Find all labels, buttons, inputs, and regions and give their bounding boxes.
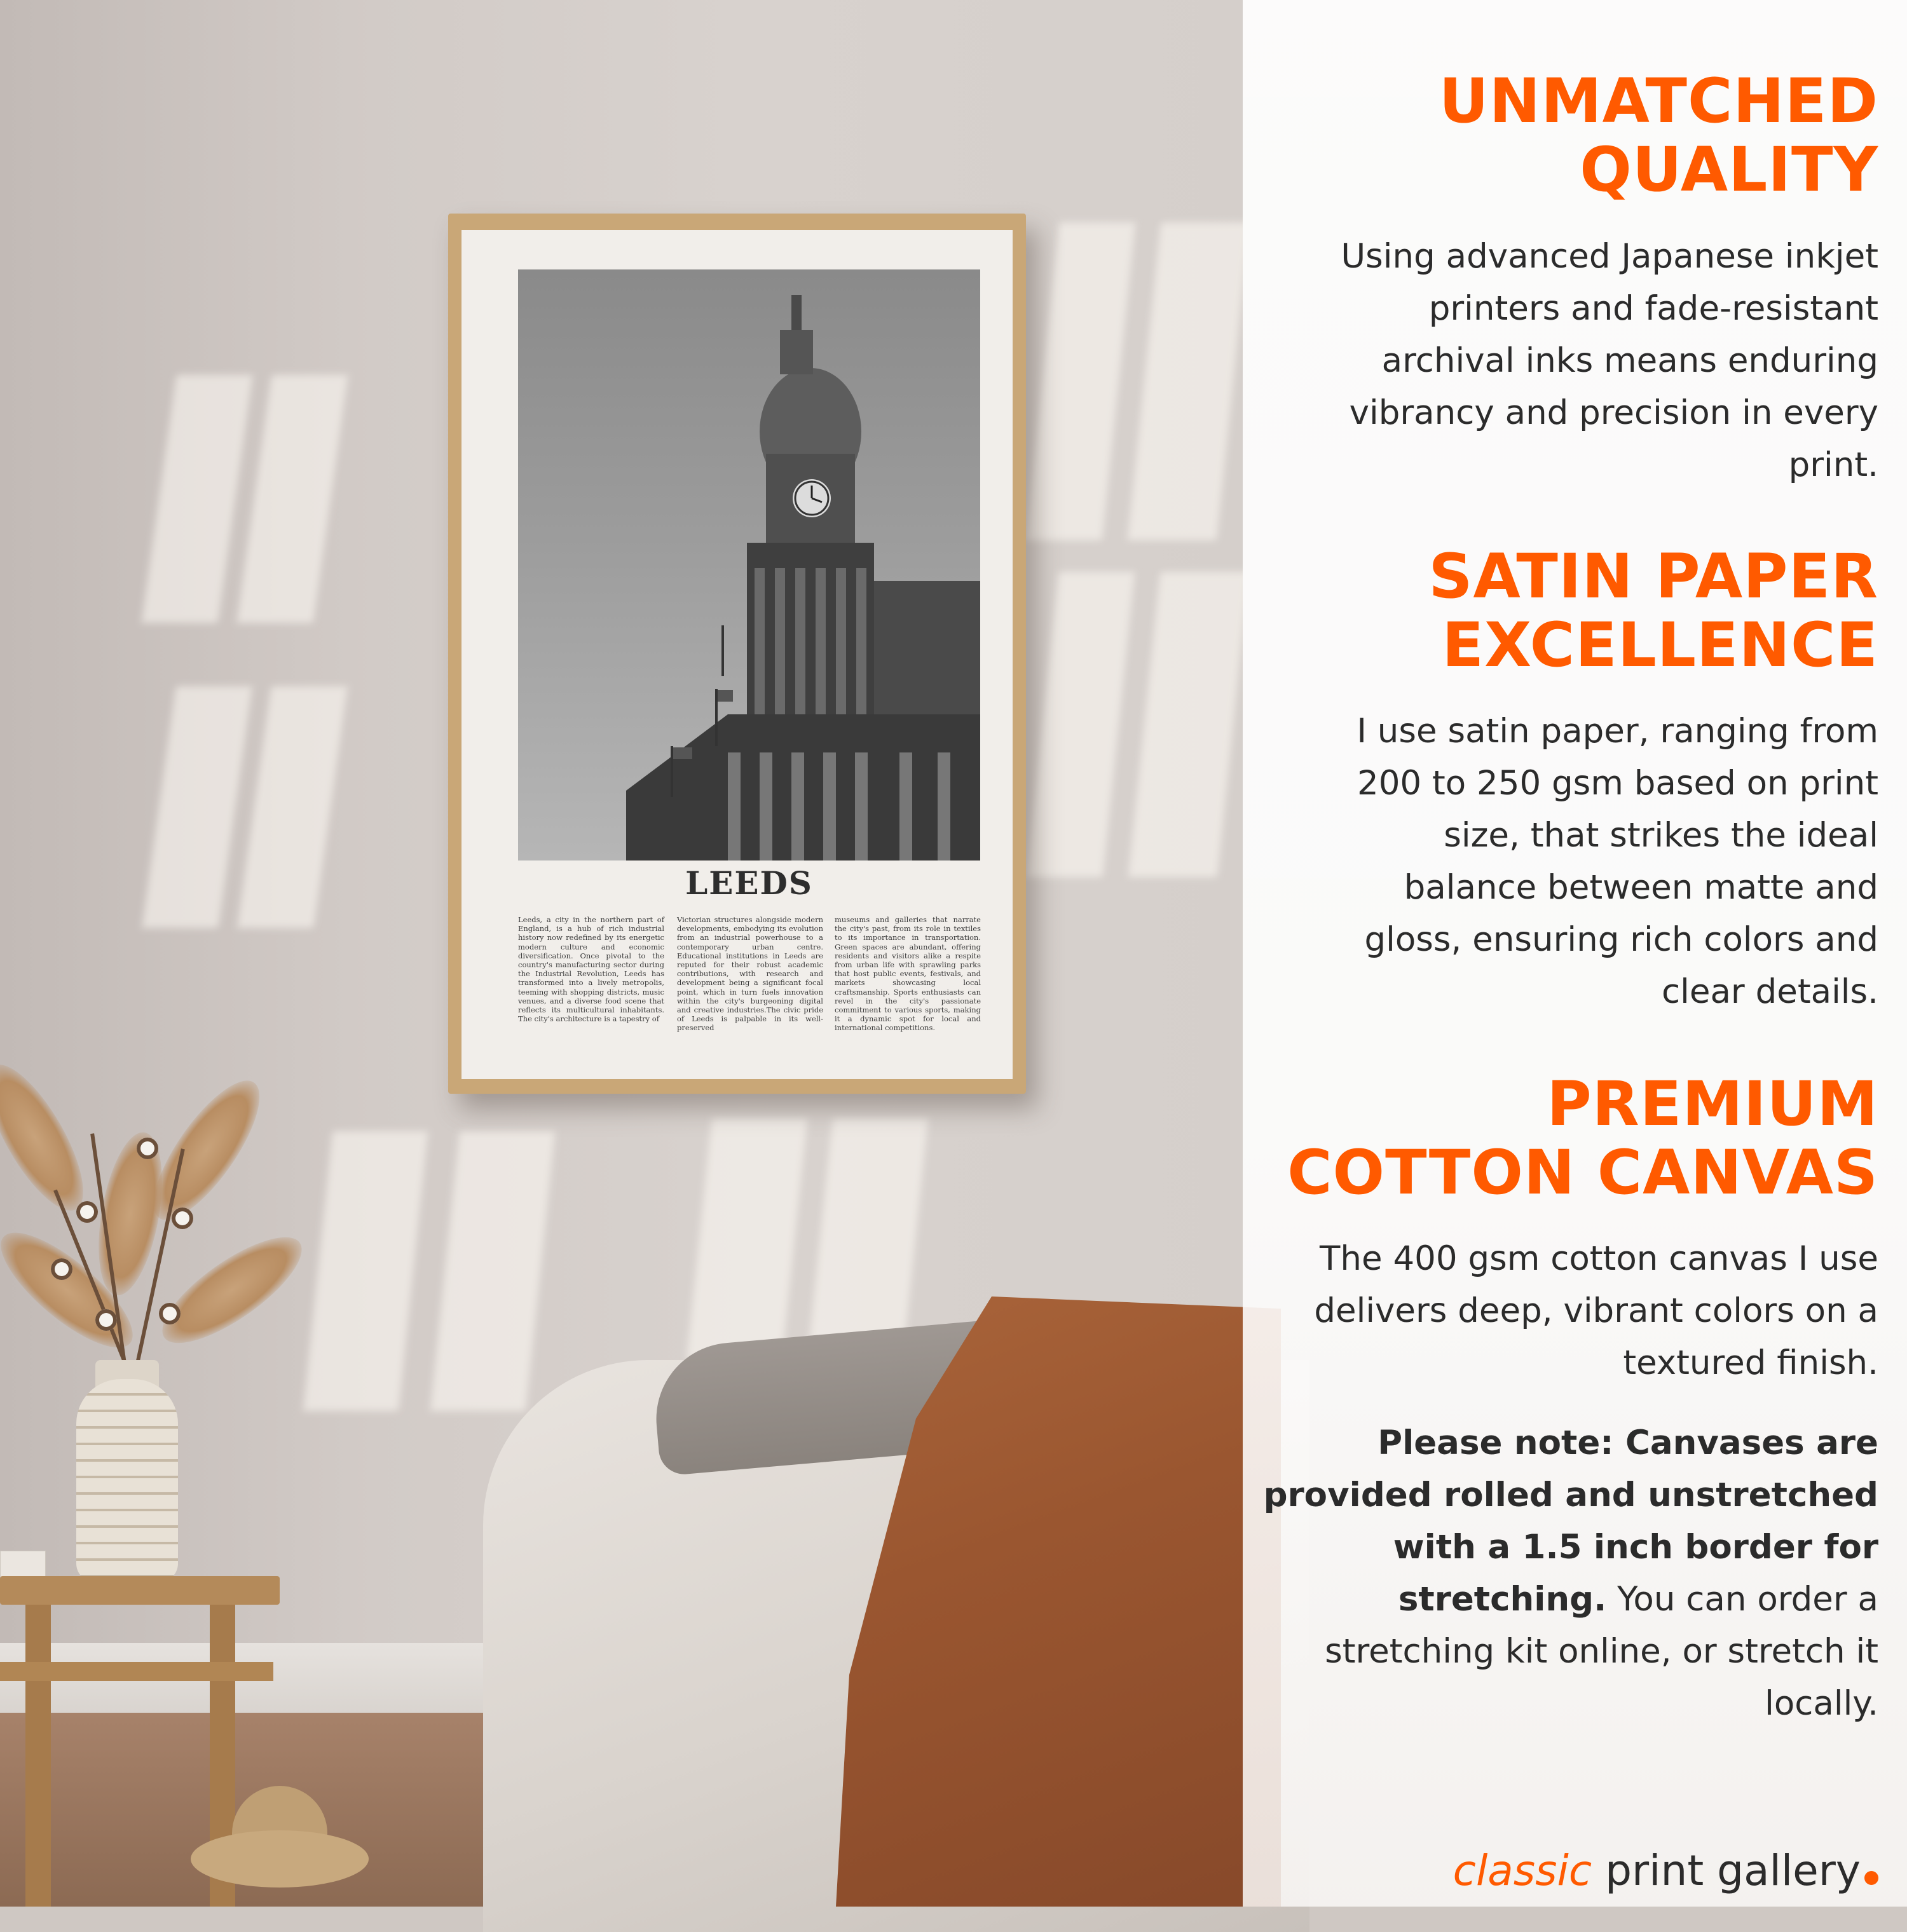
poster-text-column: museums and galleries that narrate the city's past, from its role in textiles to its importance in transportation. Green spaces are abundant, offering residents and visitors alike a respite from urban life with sprawling parks that host public events, festivals, and markets showcasing local craftsmanship. Sports enthusiasts can revel in the city's passionate commitment to various sports, making it a dynamic spot for local and international competitions. <box>835 915 981 1033</box>
heading-satin-paper-excellence <box>1243 542 1878 679</box>
paragraph-line: gloss, ensuring rich colors and <box>1364 920 1878 959</box>
heading-line: SATIN PAPER <box>1428 541 1878 612</box>
paragraph-line: balance between matte and <box>1404 868 1878 907</box>
cotton-flower <box>95 1309 117 1331</box>
brand-accent-word: classic <box>1452 1846 1592 1895</box>
note-line <box>1255 1417 1878 1469</box>
brand-logo <box>1243 1846 1878 1895</box>
sunlight-patch <box>1128 572 1243 877</box>
straw-hat-brim <box>191 1830 369 1888</box>
note-line: locally. <box>1765 1684 1878 1723</box>
canvas-paragraph <box>1255 1233 1878 1389</box>
heading-line: PREMIUM <box>1547 1068 1878 1139</box>
sunlight-patch <box>237 686 347 928</box>
poster-title: LEEDS <box>685 864 813 902</box>
note-line <box>1255 1574 1878 1626</box>
sunlight-patch <box>1027 572 1135 877</box>
sunlight-patch <box>303 1131 428 1411</box>
brand-rest-words: print gallery <box>1592 1846 1861 1895</box>
heading-premium-cotton-canvas <box>1243 1070 1878 1207</box>
side-table-top <box>0 1576 280 1605</box>
sunlight-patch <box>142 375 253 623</box>
sunlight-patch <box>237 375 348 623</box>
cotton-flower <box>51 1258 72 1280</box>
cotton-flower <box>137 1138 158 1159</box>
sunlight-patch <box>430 1131 555 1411</box>
paragraph-line: The 400 gsm cotton canvas I use <box>1320 1239 1878 1278</box>
note-bold-text: Please note: Canvases are <box>1377 1424 1878 1462</box>
sunlight-patch <box>807 1119 928 1360</box>
sunlight-patch <box>1026 222 1136 540</box>
heading-line: EXCELLENCE <box>1442 609 1878 681</box>
paragraph-line: archival inks means enduring <box>1381 341 1878 380</box>
note-regular-text: You can order a <box>1606 1580 1878 1619</box>
canvas-note <box>1255 1417 1878 1730</box>
paragraph-line: size, that strikes the ideal <box>1444 816 1878 855</box>
poster-text-column: Victorian structures alongside modern developments, embodying its evolution from an industrial powerhouse to a contemporary urban centre. Educational institutions in Leeds are reputed for their robust academic contributions, with research and development being a significant focal point, which in turn fuels innovation within the city's burgeoning digital and creative industries.The civic pride of Leeds is palpable in its well-preserved <box>677 915 823 1033</box>
note-bold-text: stretching. <box>1398 1580 1607 1619</box>
info-panel <box>1243 0 1907 1907</box>
paragraph-line: vibrancy and precision in every <box>1349 393 1878 432</box>
heading-line: UNMATCHED <box>1439 65 1878 137</box>
heading-unmatched-quality <box>1243 67 1878 204</box>
paragraph-line: delivers deep, vibrant colors on a <box>1314 1291 1878 1330</box>
sunlight-patch <box>142 686 252 928</box>
paragraph-line: print. <box>1788 446 1878 484</box>
cotton-flower <box>76 1201 98 1223</box>
brand-dot-icon <box>1864 1871 1878 1885</box>
side-table-leg <box>25 1605 51 1907</box>
note-line: stretching kit online, or stretch it <box>1325 1632 1878 1671</box>
sunlight-patch <box>1128 222 1243 540</box>
town-hall-photo <box>518 269 980 861</box>
town-hall-illustration <box>518 269 980 861</box>
patterned-vase <box>76 1379 178 1582</box>
poster-text-column: Leeds, a city in the northern part of England, is a hub of rich industrial history now redefined by its energetic modern culture and economic diversification. Once pivotal to the country's manufacturing sector during the Industrial Revolution, Leeds has transformed into a lively metropolis, teeming with shopping districts, music venues, and a diverse food scene that reflects its multicultural inhabitants. The city's architecture is a tapestry of <box>518 915 664 1024</box>
paragraph-line: clear details. <box>1661 972 1878 1011</box>
note-bold-text: provided rolled and unstretched <box>1263 1476 1878 1514</box>
cotton-flower <box>172 1208 193 1229</box>
paragraph-line: Using advanced Japanese inkjet <box>1341 237 1878 276</box>
paragraph-line: I use satin paper, ranging from <box>1357 712 1878 751</box>
paragraph-line: 200 to 250 gsm based on print <box>1357 764 1878 803</box>
paragraph-line: textured finish. <box>1623 1344 1878 1382</box>
info-panel-content <box>1243 0 1878 1907</box>
sunlight-patch <box>687 1119 807 1360</box>
satin-paragraph <box>1255 705 1878 1018</box>
note-line <box>1255 1469 1878 1521</box>
heading-line: QUALITY <box>1580 134 1878 205</box>
heading-line: COTTON CANVAS <box>1287 1137 1878 1208</box>
paragraph-line: printers and fade-resistant <box>1428 289 1878 328</box>
note-line <box>1255 1521 1878 1574</box>
cotton-flower <box>159 1303 181 1324</box>
note-bold-text: with a 1.5 inch border for <box>1393 1528 1878 1567</box>
quality-paragraph <box>1255 231 1878 491</box>
side-table-rail <box>0 1662 273 1681</box>
book-stack <box>0 1551 46 1577</box>
